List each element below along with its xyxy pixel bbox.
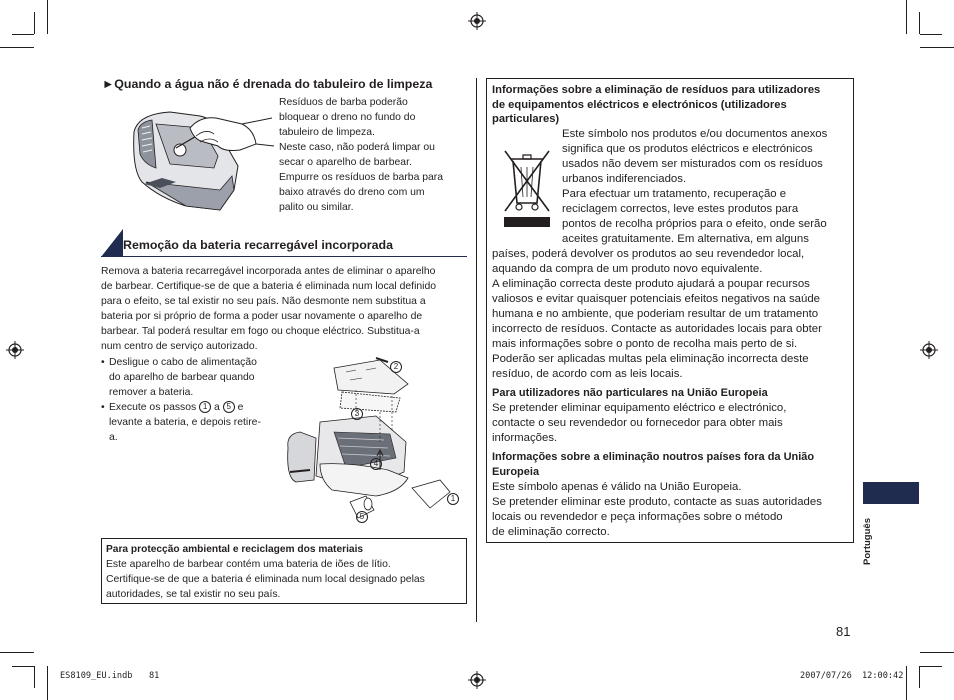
footer-page: 81 — [149, 671, 160, 681]
battery-heading: Remoção da bateria recarregável incorporada — [123, 238, 393, 252]
crop-mark — [920, 666, 942, 667]
crop-mark — [906, 666, 907, 700]
section-marker-icon — [101, 229, 123, 257]
disposal-title: Informações sobre a eliminação de resíduos para utilizadores de equipamentos eléctricos e electrónicos (utilizadores particulares) — [492, 84, 821, 125]
water-drain-text: Resíduos de barba poderão bloquear o dreno no fundo do tabuleiro de limpeza. Neste caso, não poderá limpar ou secar o aparelho de barbear. Empurre os resíduos de barba para baixo através do dreno com um palito ou similar. — [279, 97, 444, 213]
step-number: 1 — [447, 493, 459, 505]
page-number: 81 — [836, 624, 851, 639]
registration-mark-icon — [468, 12, 486, 30]
language-label: Português — [862, 518, 873, 565]
column-divider — [476, 78, 477, 622]
registration-mark-icon — [920, 341, 938, 359]
footer-date: 2007/07/26 — [800, 671, 852, 681]
crop-mark — [920, 652, 954, 653]
business-section: Para utilizadores não particulares na União Europeia Se pretender eliminar equipamento eléctrico e electrónico, contacte o seu revendedor ou fornecedor para obter mais informações. — [492, 387, 787, 444]
footer-file: ES8109_EU.indb — [60, 671, 133, 681]
step-number: 3 — [351, 408, 363, 420]
list-item: • Execute os passos 1 a 5 e levante a bateria, e depois retire- a. — [101, 402, 261, 443]
cleaning-tray-illustration — [130, 98, 275, 216]
section-rule — [101, 256, 467, 257]
crop-mark — [0, 652, 34, 653]
crop-mark — [34, 12, 35, 34]
step-number: 5 — [356, 511, 368, 523]
crop-mark — [920, 34, 942, 35]
crop-mark — [12, 34, 34, 35]
footer-time: 12:00:42 — [862, 671, 904, 681]
crop-mark — [919, 12, 920, 34]
disposal-info-box — [486, 78, 854, 543]
crop-mark — [34, 666, 35, 688]
disposal-paragraph-side: Este símbolo nos produtos e/ou documentos anexos significa que os produtos eléctricos e electrónicos usados não devem ser misturados com os resíduos urbanos indiferenciados. Para efectuar um tratamento, recuperação e reciclagem correctos, leve estes produtos para pontos de recolha próprios para o efeito, onde serão aceites gratuitamente. Em alternativa, em alguns — [562, 128, 828, 245]
battery-removal-diagram — [280, 352, 466, 532]
crop-mark — [919, 666, 920, 688]
non-eu-section: Informações sobre a eliminação noutros países fora da União Europeia Este símbolo apenas é válido na União Europeia. Se pretender eliminar este produto, contacte as suas autoridades locais ou revendedor e peça informações sobre o método de eliminação correcto. — [492, 451, 822, 538]
environment-box: Para protecção ambiental e reciclagem dos materiais Este aparelho de barbear contém uma bateria de iões de lítio. Certifique-se de que a bateria é eliminada num local designado pelas autoridades, se tal existir no seu país. — [101, 538, 467, 604]
crop-mark — [920, 47, 954, 48]
language-tab — [863, 482, 919, 504]
step-number: 4 — [370, 458, 382, 470]
list-item: • Desligue o cabo de alimentação do aparelho de barbear quando remover a bateria. — [101, 357, 257, 398]
crop-mark — [0, 47, 34, 48]
crossed-bin-icon — [501, 147, 553, 231]
crop-mark — [47, 666, 48, 700]
crop-mark — [12, 666, 34, 667]
crop-mark — [906, 0, 907, 34]
disposal-paragraph: países, poderá devolver os produtos ao seu revendedor local, aquando da compra de um produto novo equivalente. A eliminação correcta deste produto ajudará a poupar recursos valiosos e evitar quaisquer potenciais efeitos negativos na saúde humana e no ambiente, que poderiam resultar de um tratamento incorrecto de resíduos. Contacte as autoridades locais para obter mais informações sobre o ponto de recolha mais perto de si. Poderão ser aplicadas multas pela eliminação incorrecta deste resíduo, de acordo com as leis locais. — [492, 248, 822, 380]
crop-mark — [47, 0, 48, 34]
water-drain-heading: ►Quando a água não é drenada do tabuleiro de limpeza — [102, 77, 433, 91]
step-number: 2 — [390, 361, 402, 373]
battery-intro: Remova a bateria recarregável incorporada antes de eliminar o aparelho de barbear. Certifique-se de que a bateria é eliminada num local definido para o efeito, se tal existir no seu país. Não desmonte nem substitua a bateria por si próprio de forma a poder usar novamente o aparelho de barbear. Tal poderá resultar em fogo ou choque eléctrico. Substitua-a num centro de serviço autorizado. — [101, 266, 437, 352]
bullet-list — [101, 355, 281, 445]
registration-mark-icon — [6, 341, 24, 359]
registration-mark-icon — [468, 671, 486, 689]
